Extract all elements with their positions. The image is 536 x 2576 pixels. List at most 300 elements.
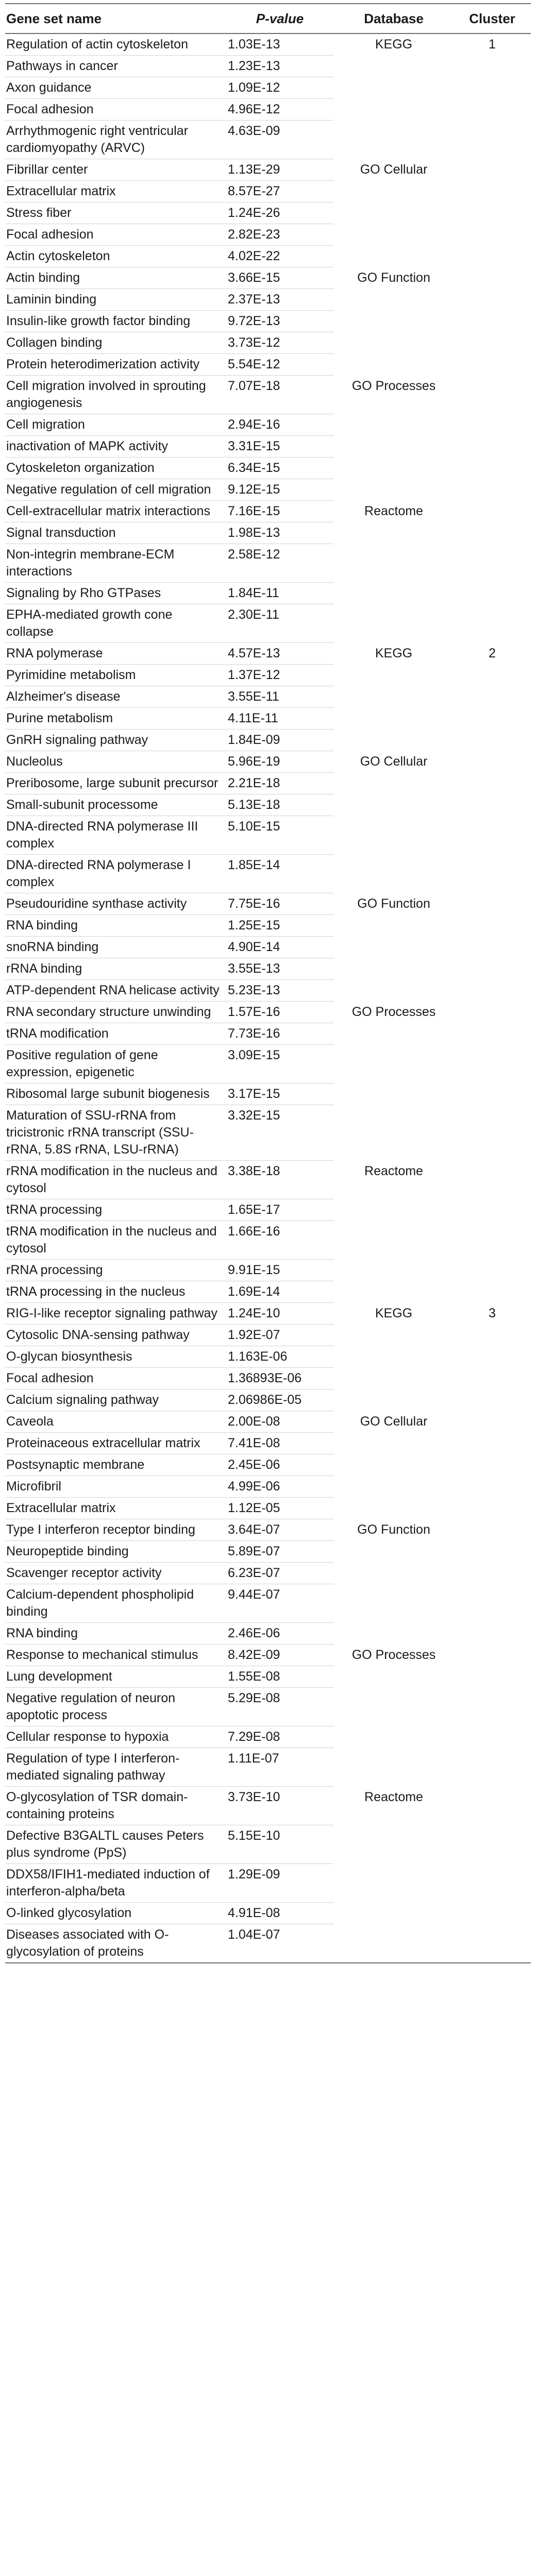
gene-set-name-cell: Pyrimidine metabolism — [5, 665, 226, 686]
database-cell — [334, 958, 454, 980]
table-row — [5, 1023, 531, 1045]
table-row — [5, 855, 531, 893]
table-row — [5, 121, 531, 159]
database-cell — [334, 773, 454, 794]
table-row — [5, 1105, 531, 1161]
table-row — [5, 686, 531, 708]
database-cell — [334, 479, 454, 501]
p-value-cell: 8.57E-27 — [226, 181, 334, 202]
database-cell — [334, 354, 454, 376]
p-value-cell: 3.31E-15 — [226, 436, 334, 457]
gene-set-name-cell: Negative regulation of cell migration — [5, 479, 226, 501]
table-row — [5, 1825, 531, 1864]
p-value-cell: 1.12E-05 — [226, 1498, 334, 1519]
database-cell — [334, 1864, 454, 1903]
table-row — [5, 414, 531, 436]
table-row — [5, 1411, 531, 1433]
gene-set-name-cell: Caveola — [5, 1411, 226, 1433]
p-value-cell: 4.91E-08 — [226, 1903, 334, 1924]
table-row — [5, 1433, 531, 1454]
p-value-cell: 1.163E-06 — [226, 1346, 334, 1368]
table-row — [5, 665, 531, 686]
database-cell — [334, 1498, 454, 1519]
cluster-cell — [454, 1666, 531, 1688]
database-cell — [334, 583, 454, 604]
database-cell — [334, 99, 454, 121]
gene-set-name-cell: Insulin-like growth factor binding — [5, 311, 226, 332]
database-cell — [334, 1325, 454, 1346]
table-row — [5, 159, 531, 181]
cluster-cell — [454, 1825, 531, 1864]
table-row — [5, 1748, 531, 1787]
cluster-cell — [454, 332, 531, 354]
database-cell: GO Cellular — [360, 754, 428, 769]
gene-set-name-cell: Nucleolus — [5, 751, 226, 773]
header-cluster: Cluster — [454, 4, 531, 33]
cluster-cell — [454, 708, 531, 730]
header-row — [5, 4, 531, 33]
table-row — [5, 708, 531, 730]
table-row — [5, 1303, 531, 1325]
p-value-cell: 3.64E-07 — [226, 1519, 334, 1541]
gene-set-name-cell: Actin binding — [5, 267, 226, 289]
gene-set-name-cell: DDX58/IFIH1-mediated induction of interferon-alpha/beta — [5, 1864, 226, 1903]
cluster-cell — [454, 501, 531, 522]
gene-set-name-cell: Cell migration — [5, 414, 226, 436]
p-value-cell: 2.37E-13 — [226, 289, 334, 311]
database-cell — [334, 937, 454, 958]
cluster-cell — [454, 202, 531, 224]
table-row — [5, 1221, 531, 1260]
cluster-cell — [454, 1498, 531, 1519]
table-row — [5, 1726, 531, 1748]
p-value-cell: 5.15E-10 — [226, 1825, 334, 1864]
p-value-cell: 1.37E-12 — [226, 665, 334, 686]
database-cell — [334, 980, 454, 1002]
table-row — [5, 1260, 531, 1281]
p-value-cell: 1.03E-13 — [226, 33, 334, 56]
cluster-cell — [454, 246, 531, 267]
p-value-cell: 2.45E-06 — [226, 1454, 334, 1476]
cluster-cell — [454, 1411, 531, 1433]
database-cell — [334, 544, 454, 583]
p-value-cell: 4.99E-06 — [226, 1476, 334, 1498]
gene-set-name-cell: Cell-extracellular matrix interactions — [5, 501, 226, 522]
cluster-cell: 3 — [489, 1306, 496, 1320]
gene-set-name-cell: Focal adhesion — [5, 99, 226, 121]
table-row — [5, 1584, 531, 1623]
cluster-cell — [454, 1623, 531, 1645]
cluster-cell — [454, 980, 531, 1002]
p-value-cell: 2.58E-12 — [226, 544, 334, 583]
table-row — [5, 332, 531, 354]
table-row — [5, 643, 531, 665]
p-value-cell: 1.69E-14 — [226, 1281, 334, 1303]
gene-set-name-cell: Cytoskeleton organization — [5, 457, 226, 479]
p-value-cell: 6.34E-15 — [226, 457, 334, 479]
gene-set-name-cell: Extracellular matrix — [5, 1498, 226, 1519]
database-cell: GO Function — [357, 896, 430, 911]
gene-set-name-cell: Regulation of actin cytoskeleton — [5, 33, 226, 56]
cluster-cell — [454, 1688, 531, 1726]
database-cell — [334, 436, 454, 457]
gene-set-name-cell: rRNA modification in the nucleus and cytosol — [5, 1161, 226, 1199]
table-row — [5, 267, 531, 289]
gene-set-name-cell: snoRNA binding — [5, 937, 226, 958]
table-body — [5, 33, 531, 1963]
p-value-cell: 7.75E-16 — [226, 893, 334, 915]
table-header — [5, 4, 531, 33]
p-value-cell: 2.94E-16 — [226, 414, 334, 436]
table-row — [5, 479, 531, 501]
database-cell — [334, 457, 454, 479]
p-value-cell: 4.57E-13 — [226, 643, 334, 665]
cluster-cell — [454, 1368, 531, 1389]
p-value-cell: 4.90E-14 — [226, 937, 334, 958]
cluster-cell — [454, 121, 531, 159]
table-row — [5, 915, 531, 937]
gene-set-name-cell: Non-integrin membrane-ECM interactions — [5, 544, 226, 583]
p-value-cell: 7.41E-08 — [226, 1433, 334, 1454]
cluster-cell — [454, 56, 531, 77]
cluster-cell — [454, 289, 531, 311]
gene-set-name-cell: Scavenger receptor activity — [5, 1563, 226, 1584]
database-cell: GO Function — [357, 1522, 430, 1537]
database-cell — [334, 1199, 454, 1221]
table-row — [5, 1864, 531, 1903]
database-cell: Reactome — [364, 1789, 423, 1804]
p-value-cell: 7.73E-16 — [226, 1023, 334, 1045]
p-value-cell: 1.23E-13 — [226, 56, 334, 77]
database-cell: GO Processes — [351, 1004, 436, 1019]
table-row — [5, 794, 531, 816]
cluster-cell — [454, 1726, 531, 1748]
p-value-cell: 1.04E-07 — [226, 1924, 334, 1963]
cluster-cell — [454, 436, 531, 457]
gene-set-name-cell: Calcium signaling pathway — [5, 1389, 226, 1411]
p-value-cell: 5.29E-08 — [226, 1688, 334, 1726]
table-row — [5, 544, 531, 583]
database-cell — [334, 1666, 454, 1688]
database-cell — [334, 1368, 454, 1389]
table-row — [5, 33, 531, 56]
p-value-cell: 3.17E-15 — [226, 1083, 334, 1105]
table-row — [5, 1161, 531, 1199]
p-value-cell: 9.91E-15 — [226, 1260, 334, 1281]
cluster-cell: 2 — [489, 646, 496, 660]
p-value-cell: 7.16E-15 — [226, 501, 334, 522]
p-value-cell: 4.63E-09 — [226, 121, 334, 159]
gene-set-name-cell: Ribosomal large subunit biogenesis — [5, 1083, 226, 1105]
database-cell — [334, 1541, 454, 1563]
p-value-cell: 5.10E-15 — [226, 816, 334, 855]
gene-set-name-cell: tRNA processing in the nucleus — [5, 1281, 226, 1303]
database-cell — [334, 414, 454, 436]
database-cell — [334, 665, 454, 686]
cluster-cell — [454, 1903, 531, 1924]
gene-set-name-cell: Preribosome, large subunit precursor — [5, 773, 226, 794]
p-value-cell: 1.84E-09 — [226, 730, 334, 751]
p-value-cell: 4.96E-12 — [226, 99, 334, 121]
gene-set-name-cell: Stress fiber — [5, 202, 226, 224]
table-row — [5, 99, 531, 121]
gene-set-name-cell: tRNA modification — [5, 1023, 226, 1045]
table-row — [5, 1498, 531, 1519]
p-value-cell: 1.85E-14 — [226, 855, 334, 893]
gene-set-name-cell: tRNA modification in the nucleus and cytosol — [5, 1221, 226, 1260]
cluster-cell — [454, 1161, 531, 1199]
table-row — [5, 1083, 531, 1105]
cluster-cell — [454, 457, 531, 479]
gene-set-name-cell: RNA secondary structure unwinding — [5, 1002, 226, 1023]
database-cell — [334, 1083, 454, 1105]
p-value-cell: 1.13E-29 — [226, 159, 334, 181]
p-value-cell: 1.29E-09 — [226, 1864, 334, 1903]
table-row — [5, 893, 531, 915]
p-value-cell: 1.98E-13 — [226, 522, 334, 544]
table-row — [5, 583, 531, 604]
cluster-cell — [454, 1924, 531, 1963]
table-row — [5, 246, 531, 267]
p-value-cell: 1.66E-16 — [226, 1221, 334, 1260]
gene-set-name-cell: RNA binding — [5, 915, 226, 937]
gene-set-name-cell: Maturation of SSU-rRNA from tricistronic rRNA transcript (SSU-rRNA, 5.8S rRNA, LSU-rRNA) — [5, 1105, 226, 1161]
table-row — [5, 1563, 531, 1584]
table-row — [5, 1368, 531, 1389]
p-value-cell: 9.72E-13 — [226, 311, 334, 332]
table-row — [5, 56, 531, 77]
gene-set-name-cell: Regulation of type I interferon-mediated signaling pathway — [5, 1748, 226, 1787]
table-row — [5, 202, 531, 224]
table-row — [5, 1045, 531, 1083]
database-cell: KEGG — [375, 37, 413, 52]
gene-set-name-cell: Protein heterodimerization activity — [5, 354, 226, 376]
cluster-cell — [454, 1389, 531, 1411]
p-value-cell: 3.32E-15 — [226, 1105, 334, 1161]
table-row — [5, 354, 531, 376]
gene-set-name-cell: Cellular response to hypoxia — [5, 1726, 226, 1748]
table-row — [5, 773, 531, 794]
database-cell — [334, 1688, 454, 1726]
p-value-cell: 1.24E-10 — [226, 1303, 334, 1325]
gene-set-name-cell: Response to mechanical stimulus — [5, 1645, 226, 1666]
table-row — [5, 1281, 531, 1303]
cluster-cell — [454, 1454, 531, 1476]
table-row — [5, 457, 531, 479]
table-row — [5, 1325, 531, 1346]
cluster-cell — [454, 1864, 531, 1903]
gene-set-name-cell: Extracellular matrix — [5, 181, 226, 202]
p-value-cell: 3.66E-15 — [226, 267, 334, 289]
cluster-cell — [454, 604, 531, 643]
p-value-cell: 5.96E-19 — [226, 751, 334, 773]
database-cell — [334, 311, 454, 332]
database-cell — [334, 1563, 454, 1584]
p-value-cell: 9.12E-15 — [226, 479, 334, 501]
database-cell — [334, 604, 454, 643]
cluster-cell — [454, 311, 531, 332]
gene-set-name-cell: Focal adhesion — [5, 224, 226, 246]
gene-set-name-cell: Negative regulation of neuron apoptotic process — [5, 1688, 226, 1726]
cluster-cell — [454, 1105, 531, 1161]
p-value-cell: 1.09E-12 — [226, 77, 334, 99]
cluster-cell — [454, 1541, 531, 1563]
cluster-cell — [454, 1023, 531, 1045]
database-cell — [334, 56, 454, 77]
cluster-cell — [454, 1748, 531, 1787]
gene-set-table — [5, 3, 531, 1963]
table-row — [5, 436, 531, 457]
database-cell — [334, 1023, 454, 1045]
database-cell — [334, 1623, 454, 1645]
cluster-cell — [454, 665, 531, 686]
database-cell — [334, 1105, 454, 1161]
gene-set-name-cell: RNA binding — [5, 1623, 226, 1645]
database-cell — [334, 915, 454, 937]
table-row — [5, 311, 531, 332]
gene-set-name-cell: O-glycan biosynthesis — [5, 1346, 226, 1368]
table-row — [5, 1519, 531, 1541]
p-value-cell: 2.46E-06 — [226, 1623, 334, 1645]
gene-set-name-cell: tRNA processing — [5, 1199, 226, 1221]
database-cell — [334, 686, 454, 708]
database-cell — [334, 1454, 454, 1476]
database-cell — [334, 1260, 454, 1281]
table-row — [5, 1389, 531, 1411]
database-cell: GO Cellular — [360, 162, 428, 177]
gene-set-name-cell: Microfibril — [5, 1476, 226, 1498]
p-value-cell: 5.89E-07 — [226, 1541, 334, 1563]
database-cell — [334, 522, 454, 544]
p-value-cell: 7.07E-18 — [226, 376, 334, 414]
database-cell: KEGG — [375, 646, 413, 660]
cluster-cell — [454, 958, 531, 980]
cluster-cell — [454, 522, 531, 544]
cluster-cell — [454, 794, 531, 816]
gene-set-name-cell: Neuropeptide binding — [5, 1541, 226, 1563]
database-cell — [334, 1726, 454, 1748]
gene-set-name-cell: O-glycosylation of TSR domain-containing proteins — [5, 1787, 226, 1825]
cluster-cell — [454, 1563, 531, 1584]
p-value-cell: 1.55E-08 — [226, 1666, 334, 1688]
gene-set-name-cell: Axon guidance — [5, 77, 226, 99]
database-cell — [334, 77, 454, 99]
table-row — [5, 1454, 531, 1476]
table-row — [5, 958, 531, 980]
p-value-cell: 1.36893E-06 — [226, 1368, 334, 1389]
database-cell — [334, 1346, 454, 1368]
database-cell — [334, 1924, 454, 1963]
table-row — [5, 1688, 531, 1726]
gene-set-name-cell: Postsynaptic membrane — [5, 1454, 226, 1476]
gene-set-name-cell: RNA polymerase — [5, 643, 226, 665]
cluster-cell — [454, 1281, 531, 1303]
table-row — [5, 730, 531, 751]
table-row — [5, 1541, 531, 1563]
gene-set-name-cell: DNA-directed RNA polymerase I complex — [5, 855, 226, 893]
table-row — [5, 501, 531, 522]
cluster-cell — [454, 730, 531, 751]
p-value-cell: 7.29E-08 — [226, 1726, 334, 1748]
gene-set-name-cell: O-linked glycosylation — [5, 1903, 226, 1924]
cluster-cell — [454, 1584, 531, 1623]
table-row — [5, 1346, 531, 1368]
database-cell — [334, 289, 454, 311]
database-cell — [334, 816, 454, 855]
database-cell — [334, 730, 454, 751]
database-cell — [334, 1903, 454, 1924]
database-cell: GO Cellular — [360, 1414, 428, 1429]
database-cell — [334, 1476, 454, 1498]
table-row — [5, 1645, 531, 1666]
gene-set-name-cell: Laminin binding — [5, 289, 226, 311]
table-row — [5, 376, 531, 414]
database-cell — [334, 121, 454, 159]
p-value-cell: 1.65E-17 — [226, 1199, 334, 1221]
p-value-cell: 1.24E-26 — [226, 202, 334, 224]
cluster-cell — [454, 1519, 531, 1541]
cluster-cell — [454, 1325, 531, 1346]
table-row — [5, 1666, 531, 1688]
table-row — [5, 1002, 531, 1023]
p-value-cell: 1.25E-15 — [226, 915, 334, 937]
p-value-cell: 6.23E-07 — [226, 1563, 334, 1584]
cluster-cell — [454, 181, 531, 202]
gene-set-name-cell: Positive regulation of gene expression, epigenetic — [5, 1045, 226, 1083]
table-row — [5, 1623, 531, 1645]
p-value-cell: 4.11E-11 — [226, 708, 334, 730]
table-row — [5, 224, 531, 246]
cluster-cell — [454, 544, 531, 583]
database-cell — [334, 1748, 454, 1787]
gene-set-name-cell: Proteinaceous extracellular matrix — [5, 1433, 226, 1454]
gene-set-name-cell: Pseudouridine synthase activity — [5, 893, 226, 915]
cluster-cell — [454, 479, 531, 501]
p-value-cell: 3.73E-12 — [226, 332, 334, 354]
p-value-cell: 3.09E-15 — [226, 1045, 334, 1083]
database-cell — [334, 1281, 454, 1303]
database-cell: Reactome — [364, 1163, 423, 1178]
p-value-cell: 4.02E-22 — [226, 246, 334, 267]
cluster-cell — [454, 1002, 531, 1023]
gene-set-name-cell: Signaling by Rho GTPases — [5, 583, 226, 604]
table-row — [5, 1476, 531, 1498]
database-cell — [334, 1825, 454, 1864]
cluster-cell — [454, 224, 531, 246]
gene-set-name-cell: Fibrillar center — [5, 159, 226, 181]
p-value-cell: 5.23E-13 — [226, 980, 334, 1002]
database-cell: KEGG — [375, 1306, 413, 1320]
p-value-cell: 3.55E-13 — [226, 958, 334, 980]
gene-set-name-cell: GnRH signaling pathway — [5, 730, 226, 751]
p-value-cell: 5.54E-12 — [226, 354, 334, 376]
cluster-cell — [454, 893, 531, 915]
header-p-value — [226, 4, 334, 33]
cluster-cell — [454, 354, 531, 376]
gene-set-name-cell: Defective B3GALTL causes Peters plus syndrome (PpS) — [5, 1825, 226, 1864]
cluster-cell — [454, 99, 531, 121]
cluster-cell — [454, 77, 531, 99]
database-cell — [334, 1045, 454, 1083]
cluster-cell — [454, 376, 531, 414]
gene-set-name-cell: RIG-I-like receptor signaling pathway — [5, 1303, 226, 1325]
p-value-cell: 2.82E-23 — [226, 224, 334, 246]
database-cell — [334, 708, 454, 730]
gene-set-name-cell: rRNA processing — [5, 1260, 226, 1281]
gene-set-name-cell: Lung development — [5, 1666, 226, 1688]
gene-set-name-cell: EPHA-mediated growth cone collapse — [5, 604, 226, 643]
table-row — [5, 1924, 531, 1963]
